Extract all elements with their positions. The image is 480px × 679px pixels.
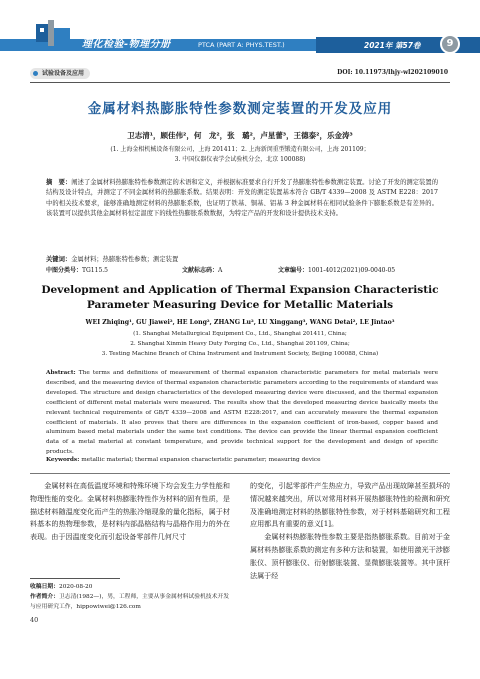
body-column-right [250, 480, 450, 582]
journal-logo-icon [34, 18, 74, 48]
abstract-cn [46, 178, 438, 220]
clc-code: 中图分类号：TG115.5 [46, 267, 108, 274]
body-paragraph: 的变化，引起零部件产生热应力，导致产品出现故障甚至损坏的情况越来越突出，所以对常用材料开展热膨胀特性的检测和研究及准确地测定材料的热膨胀特性参数，对于材料基础研究和工程应用都具有重要的意义[1]。 [250, 481, 450, 529]
keywords-cn-label: 关键词： [46, 256, 72, 263]
affiliation-cn-line: 3. 中国仪器仪表学会试验机分会，北京 100088) [174, 156, 306, 163]
body-column-left [30, 480, 230, 544]
body-paragraph: 金属材料在高低温度环境和特殊环境下均会发生力学性能和物理性能的变化。金属材料热膨胀特性作为材料的固有性质，是描述材料随温度变化而产生的热胀冷缩现象的量化指标，属于材料基本的热物理参数，是材料内部晶格结构与晶格作用力的外在表现。由于因温度变化而引起设备零部件几何尺寸 [30, 481, 230, 542]
authors-en: WEI Zhiqing¹, GU Jiawei², HE Long², ZHANG Lu², LU Xinggang³, WANG Detai², LE Jintao³ [85, 319, 395, 326]
section-label: 试验设备及应用 [30, 68, 90, 79]
footnote-divider [30, 578, 120, 579]
affiliation-cn-line: (1. 上海金相机械设备有限公司，上海 201411；2. 上海新闵重型锻造有限公司，上海 201109； [110, 146, 370, 153]
keywords-cn [46, 254, 178, 263]
affiliation-en-line: 3. Testing Machine Branch of China Instrument and Instrument Society, Beijing 100088, China) [101, 351, 379, 357]
page-number: 40 [30, 616, 39, 624]
article-title-cn: 金属材料热膨胀特性参数测定装置的开发及应用 [87, 101, 393, 117]
divider [30, 82, 450, 83]
journal-header [0, 0, 480, 62]
journal-title-cn: 理化检验-物理分册 [82, 39, 171, 50]
footnote-author: 作者简介：卫志清(1982—)，男，工程师，主要从事金属材料试验机技术开发与应用研究工作，hippowiwei@126.com [30, 594, 229, 610]
issue-info: 2021年 第57卷 [364, 41, 421, 50]
authors-cn: 卫志清¹，顾佳伟²，何 龙²，张 璐²，卢星蕾³，王德泰²，乐金涛³ [127, 131, 353, 140]
keywords-en [46, 457, 438, 463]
keywords-cn-text: 金属材料；热膨胀特性参数；测定装置 [71, 256, 179, 263]
affiliation-en-line: (1. Shanghai Metallurgical Equipment Co., Ltd., Shanghai 201411, China; [133, 331, 347, 337]
journal-title-en: PTCA (PART A: PHYS.TEST.) [198, 41, 285, 49]
keywords-en-label: Keywords: [46, 457, 80, 463]
divider [30, 473, 450, 474]
keywords-en-text: metallic material; thermal expansion characteristic parameter; measuring device [81, 457, 321, 463]
article-title-en: Development and Application of Thermal Expansion Characteristic Parameter Measuring Device for Metallic Materials [41, 284, 439, 311]
abstract-cn-text: 阐述了金属材料热膨胀特性参数测定的术语和定义，并根据标准要求自行开发了热膨胀特性参数测定装置。讨论了开发的测定装置的结构及设计特点，并测定了不同金属材料的热膨胀系数。结果表明：开发的测定装置基本符合 GB/T 4339—2008 及 ASTM E228：2017 中的相关技术要求，能够准确地测定材料的热膨胀系数，也证明了铁基、铜基、铝基 3 种金属材料在相同试验条件下膨胀系数是有差异的。该装置可以提供其他金属材料恒定温度下的线性热膨胀系数数据，为特定产品的开发和设计提供技术支持。 [46, 179, 439, 218]
abstract-en-text: The terms and definitions of measurement of thermal expansion characteristic parameters for metal materials were described, and the measuring device of thermal expansion characteristic parameters according to the requirements of standard was developed. The structure and design characteristics of the developed measuring device were discussed, and the thermal expansion coefficient of different metal materials were measured. The results show that the developed measuring device basically meets the relevant technical requirements of GB/T 4339—2008 and ASTM E228:2017, and can accurately measure the thermal expansion coefficient of materials. It also proves that there are differences in the expansion coefficient of iron-based, copper based and aluminum based metal materials under the same test conditions. The device can provide the linear thermal expansion coefficient data of a metal material at constant temperature, and provide technical support for the development and design of specific products. [46, 370, 438, 456]
issue-number-badge: 9 [440, 34, 460, 54]
abstract-en-label: Abstract: [46, 370, 76, 376]
abstract-en [46, 369, 438, 458]
affiliation-en-line: 2. Shanghai Xinmin Heavy Duty Forging Co., Ltd., Shanghai 201109, China; [130, 341, 350, 347]
document-code: 文献标志码：A [182, 267, 223, 274]
body-paragraph: 金属材料热膨胀特性参数主要是指热膨胀系数。目前对于金属材料热膨胀系数的测定有多种方法和装置，如使用激光干涉膨胀仪、顶杆膨胀仪、衍射膨胀装置、显微膨胀装置等。其中顶杆法属于经 [250, 532, 450, 580]
footnote-received: 收稿日期：2020-08-20 [30, 584, 93, 590]
doi: DOI: 10.11973/lhjy-wl202109010 [337, 69, 448, 76]
article-number: 文章编号：1001-4012(2021)09-0040-05 [278, 267, 396, 274]
abstract-cn-label: 摘 要： [46, 179, 72, 186]
